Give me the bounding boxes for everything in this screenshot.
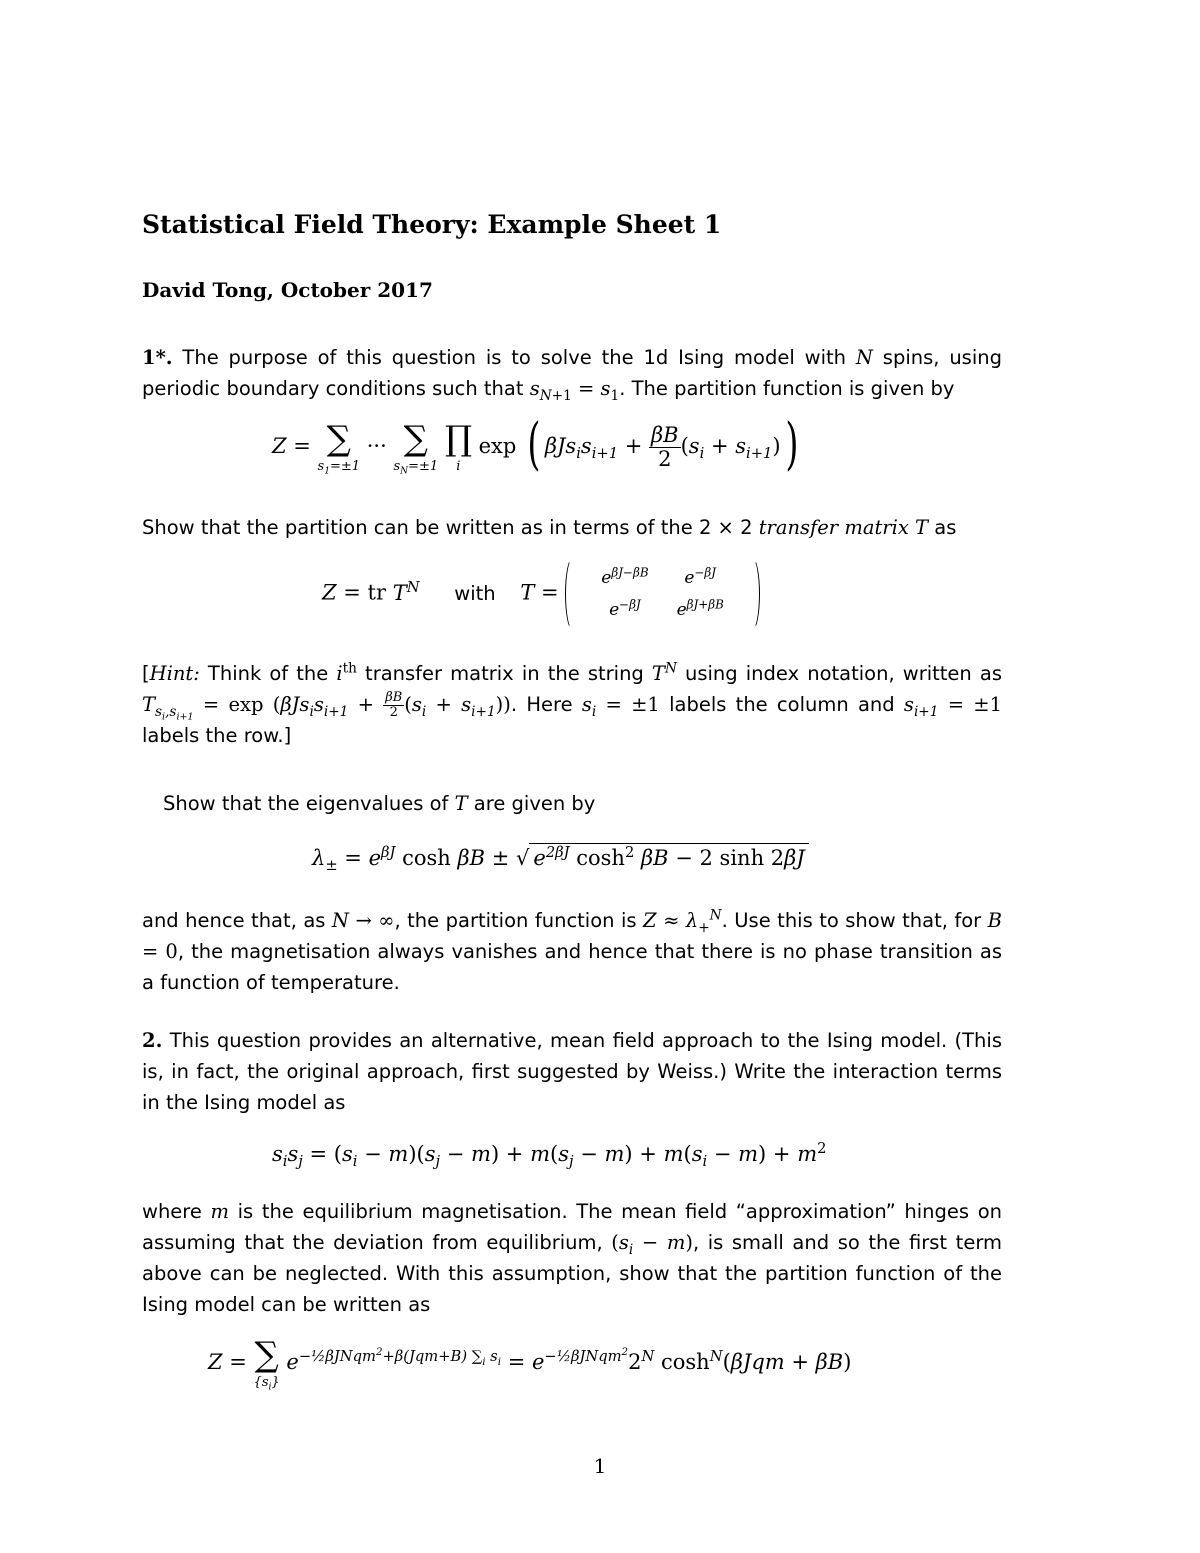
hint-text: labels the row.] bbox=[142, 724, 292, 748]
hint-text: transfer matrix in the string bbox=[356, 662, 652, 685]
sheet-title: Statistical Field Theory: Example Sheet 1 bbox=[142, 210, 722, 239]
equation-eigenvalues: $\lambda_\pm = e^{\beta J}$ cosh βB ± √ $e^{2\beta J}$ $\cosh^2 \beta B - 2$ sinh 2βJ bbox=[312, 846, 809, 870]
q2-intro bbox=[142, 1025, 1002, 1118]
q1-text: and hence that, as bbox=[142, 909, 332, 932]
q1-number: 1*. bbox=[142, 346, 173, 369]
q2-text: where bbox=[142, 1200, 211, 1223]
equation-transfer-matrix: Z = tr $T^N$ with T = $e^{\beta J-\beta B}$ $e^{-\beta J}$ $e^{-\beta J}$ $e^{\beta J+\beta B}$ bbox=[322, 562, 760, 626]
q2-mean-field-text: where m is the equilibrium magnetisation. The mean field “approximation” hinges on assuming that the deviation from equilibrium, $(s_i - m)$, is small and so the first term above can be neglected. With this assumption, show that the partition function of the Ising model can be written as bbox=[142, 1200, 1002, 1316]
q1-text: Show that the eigenvalues of bbox=[163, 792, 455, 815]
q1-hint: [Hint: Think of the $i^{th}$ transfer matrix in the string $T^N$ using index notation, written as $T_{s_i,s_{i+1}} = \exp (\beta Js_is_{i+1}$ + $\frac{\beta B}{2}$ $(s_i + s_{i+1})$). Here $s_i = \pm 1$ labels the column and $s_{i+1} = \pm 1$ labels the row.] bbox=[142, 660, 1003, 748]
q1-transfer-text: Show that the partition can be written as in terms of the 2 × 2 transfer matrix T as bbox=[142, 516, 957, 539]
q1-text: The purpose of this question is to solve the 1d Ising model with bbox=[172, 346, 856, 369]
q1-text: , the magnetisation always vanishes and hence that there is no phase transition as a function of temperature. bbox=[142, 940, 1002, 994]
q1-text: . The partition function is given by bbox=[619, 377, 955, 400]
hint-text: labels the column and bbox=[659, 693, 904, 716]
q2-text: , is small and so the first term above can be neglected. With this assumption, show that the partition function of the Ising model can be written as bbox=[142, 1231, 1002, 1316]
q2-number: 2. bbox=[142, 1029, 163, 1052]
q1-text: . Use this to show that, for bbox=[721, 909, 988, 932]
equation-interaction: $s_is_j = (s_i - m)(s_j - m) + m(s_j - m) + m(s_i - m) + m^2$ bbox=[272, 1140, 827, 1171]
q1-text: spins, using periodic boundary conditions such that bbox=[142, 346, 1002, 400]
hint-text: . Here bbox=[510, 693, 582, 716]
hint-label: Hint: bbox=[149, 662, 200, 685]
q1-text: Show that the partition can be written as in terms of the 2 × 2 bbox=[142, 516, 759, 539]
q1-eigen-text: Show that the eigenvalues of T are given by bbox=[163, 792, 596, 815]
q1-intro: 1*. The purpose of this question is to solve the 1d Ising model with N spins, using periodic boundary conditions such that $s_{N+1} = s_1$. The partition function is given by bbox=[142, 346, 1002, 404]
q1-text: , the partition function is bbox=[394, 909, 644, 932]
q2-text: This question provides an alternative, mean field approach to the Ising model. (This is, in fact, the original approach, first suggested by Weiss.) Write the interaction terms in the Ising model as bbox=[142, 1029, 1002, 1114]
equation-mean-field-partition: Z = ∑ $\{s_i\}$ $e^{-\frac{1}{2}\beta JNqm^2+\beta(Jqm+B) \sum_i s_i} = e^{-\frac{1}{2}\beta JNqm^2}2^N$ $\cosh^N(\beta Jqm + \beta B)$ bbox=[208, 1335, 852, 1393]
equation-partition-sum: Z = ∑ $s_1=\pm 1$ ··· ∑ $s_N=\pm 1$ ∏ i exp ( $\beta Js_is_{i+1}$ + $\frac{\beta B}{2}$ $(s_i + s_{i+1})$) bbox=[272, 412, 799, 477]
hint-text: using index notation, written as bbox=[676, 662, 1003, 685]
q1-emphasis: transfer matrix bbox=[758, 516, 909, 539]
q2-text: is the equilibrium magnetisation. The mean field “approximation” hinges on assuming that the deviation from equilibrium, bbox=[142, 1200, 1002, 1254]
q1-text: as bbox=[928, 516, 957, 539]
with-word: with bbox=[454, 581, 496, 605]
author-line: David Tong, October 2017 bbox=[142, 278, 433, 302]
q1-text: are given by bbox=[467, 792, 596, 815]
transfer-matrix: $e^{\beta J-\beta B}$ $e^{-\beta J}$ $e^{-\beta J}$ $e^{\beta J+\beta B}$ bbox=[565, 562, 760, 626]
page-number: 1 bbox=[593, 1454, 607, 1478]
hint-text: Think of the bbox=[199, 662, 337, 685]
q1-limit-text: and hence that, as N → ∞, the partition function is $Z \approx \lambda_+^N$. Use this to show that, for B = 0, the magnetisation always vanishes and hence that there is no phase transition as a function of temperature. bbox=[142, 907, 1003, 994]
